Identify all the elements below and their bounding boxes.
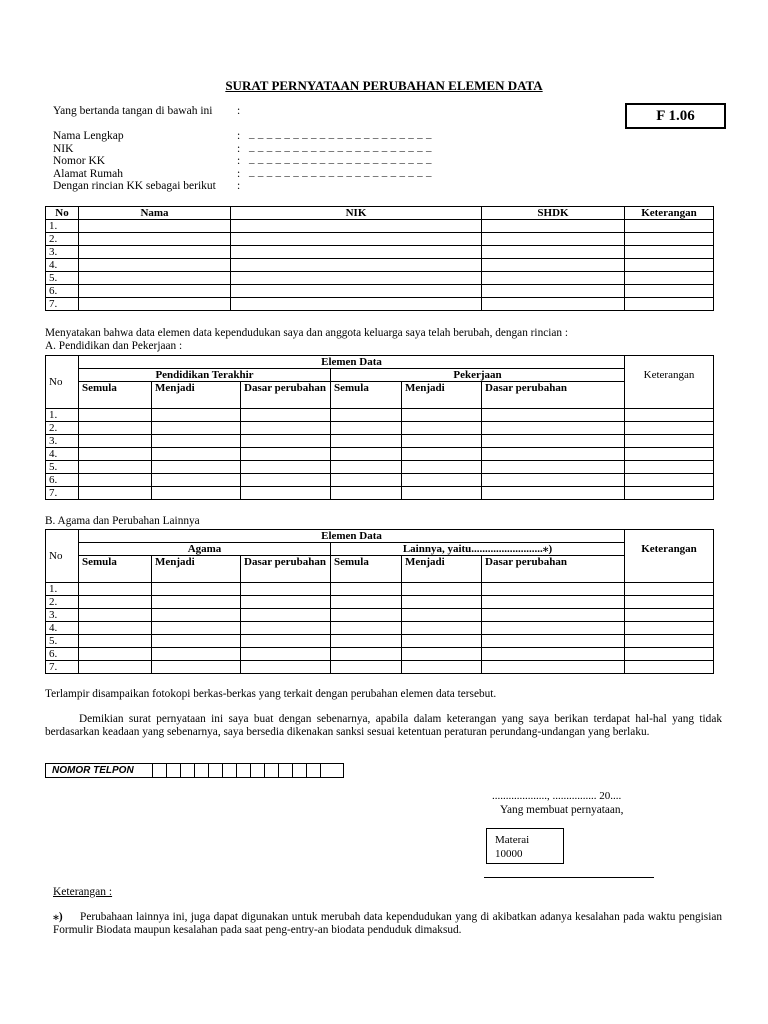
- row-number: 7.: [46, 661, 79, 674]
- cell[interactable]: [625, 259, 714, 272]
- cell[interactable]: [152, 609, 241, 622]
- agama-header: Agama: [79, 543, 331, 556]
- cell[interactable]: [402, 661, 482, 674]
- col-no: No: [46, 530, 79, 583]
- table-row: [46, 448, 714, 461]
- materai-label: Materai: [495, 834, 530, 846]
- cell[interactable]: [79, 474, 152, 487]
- row-number: 6.: [46, 285, 79, 298]
- table-row: [46, 272, 714, 285]
- cell[interactable]: [402, 422, 482, 435]
- col-dasar: Dasar perubahan: [241, 382, 331, 409]
- cell[interactable]: [152, 622, 241, 635]
- row-number: 1.: [46, 409, 79, 422]
- phone-digit-box[interactable]: [307, 764, 321, 778]
- cell[interactable]: [241, 661, 331, 674]
- col-keterangan: Keterangan: [625, 207, 714, 220]
- table-row: [46, 246, 714, 259]
- phone-digit-box[interactable]: [181, 764, 195, 778]
- cell[interactable]: [79, 596, 152, 609]
- cell[interactable]: [482, 648, 625, 661]
- cell[interactable]: [482, 409, 625, 422]
- phone-digit-box[interactable]: [265, 764, 279, 778]
- pendidikan-header: Pendidikan Terakhir: [79, 369, 331, 382]
- table-row: [46, 622, 714, 635]
- cell[interactable]: [482, 435, 625, 448]
- phone-digit-box[interactable]: [237, 764, 251, 778]
- phone-digit-box[interactable]: [195, 764, 209, 778]
- cell[interactable]: [241, 583, 331, 596]
- table-row: [46, 298, 714, 311]
- cell[interactable]: [79, 422, 152, 435]
- pekerjaan-header: Pekerjaan: [331, 369, 625, 382]
- cell[interactable]: [331, 622, 402, 635]
- cell[interactable]: [625, 246, 714, 259]
- cell[interactable]: [625, 435, 714, 448]
- col-semula: Semula: [79, 382, 152, 409]
- table-row: [46, 233, 714, 246]
- cell[interactable]: [402, 583, 482, 596]
- phone-digit-box[interactable]: [279, 764, 293, 778]
- cell[interactable]: [625, 474, 714, 487]
- cell[interactable]: [79, 285, 231, 298]
- cell[interactable]: [402, 487, 482, 500]
- table-row: [46, 583, 714, 596]
- cell[interactable]: [482, 298, 625, 311]
- cell[interactable]: [331, 635, 402, 648]
- cell[interactable]: [625, 448, 714, 461]
- row-number: 5.: [46, 272, 79, 285]
- cell[interactable]: [482, 487, 625, 500]
- note-title: Keterangan :: [53, 886, 113, 898]
- field-nik[interactable]: _ _ _ _ _ _ _ _ _ _ _ _ _ _ _ _ _ _ _ _ _: [249, 141, 432, 153]
- cell[interactable]: [79, 298, 231, 311]
- row-number: 4.: [46, 622, 79, 635]
- cell[interactable]: [402, 609, 482, 622]
- cell[interactable]: [331, 648, 402, 661]
- cell[interactable]: [482, 622, 625, 635]
- cell[interactable]: [79, 246, 231, 259]
- cell[interactable]: [241, 448, 331, 461]
- cell[interactable]: [152, 422, 241, 435]
- cell[interactable]: [331, 409, 402, 422]
- cell[interactable]: [482, 609, 625, 622]
- cell[interactable]: [331, 448, 402, 461]
- col-menjadi: Menjadi: [402, 382, 482, 409]
- row-number: 6.: [46, 648, 79, 661]
- cell[interactable]: [79, 233, 231, 246]
- col-dasar: Dasar perubahan: [482, 382, 625, 409]
- cell[interactable]: [231, 259, 482, 272]
- cell[interactable]: [625, 285, 714, 298]
- cell[interactable]: [625, 622, 714, 635]
- materai-value: 10000: [495, 848, 523, 860]
- cell[interactable]: [152, 583, 241, 596]
- cell[interactable]: [625, 596, 714, 609]
- lainnya-header: Lainnya, yaitu..........................⁎): [331, 543, 625, 556]
- cell[interactable]: [152, 448, 241, 461]
- cell[interactable]: [625, 272, 714, 285]
- family-table-header: [46, 207, 714, 220]
- place-date: ...................., ................ 20....: [492, 790, 622, 802]
- label-nik: NIK: [53, 143, 74, 155]
- cell[interactable]: [152, 435, 241, 448]
- section-a-title: A. Pendidikan dan Pekerjaan :: [45, 340, 183, 352]
- form-code-box: F 1.06: [625, 103, 726, 129]
- cell[interactable]: [241, 435, 331, 448]
- cell[interactable]: [241, 487, 331, 500]
- table-row: [46, 259, 714, 272]
- cell[interactable]: [241, 461, 331, 474]
- cell[interactable]: [625, 648, 714, 661]
- cell[interactable]: [331, 583, 402, 596]
- cell[interactable]: [331, 596, 402, 609]
- table-row: [46, 487, 714, 500]
- col-keterangan: Keterangan: [625, 530, 714, 583]
- cell[interactable]: [79, 583, 152, 596]
- row-number: 2.: [46, 596, 79, 609]
- materai-box: [486, 828, 564, 864]
- cell[interactable]: [79, 635, 152, 648]
- intro-colon: :: [237, 105, 241, 117]
- cell[interactable]: [331, 487, 402, 500]
- label-kk: Nomor KK: [53, 155, 106, 167]
- col-shdk: SHDK: [482, 207, 625, 220]
- field-nama[interactable]: _ _ _ _ _ _ _ _ _ _ _ _ _ _ _ _ _ _ _ _ _: [249, 128, 432, 140]
- row-number: 1.: [46, 583, 79, 596]
- row-number: 5.: [46, 461, 79, 474]
- row-number: 1.: [46, 220, 79, 233]
- cell[interactable]: [152, 409, 241, 422]
- table-row: [46, 461, 714, 474]
- cell[interactable]: [241, 622, 331, 635]
- cell[interactable]: [152, 474, 241, 487]
- phone-digit-box[interactable]: [153, 764, 167, 778]
- cell[interactable]: [79, 220, 231, 233]
- cell[interactable]: [241, 648, 331, 661]
- table-row: [46, 435, 714, 448]
- cell[interactable]: [231, 272, 482, 285]
- row-number: 2.: [46, 422, 79, 435]
- cell[interactable]: [79, 648, 152, 661]
- section-b-title: B. Agama dan Perubahan Lainnya: [45, 515, 200, 527]
- label-alamat: Alamat Rumah: [53, 168, 123, 180]
- col-menjadi: Menjadi: [152, 556, 241, 583]
- row-number: 6.: [46, 474, 79, 487]
- cell[interactable]: [241, 596, 331, 609]
- cell[interactable]: [241, 474, 331, 487]
- table-row: [46, 220, 714, 233]
- cell[interactable]: [241, 635, 331, 648]
- cell[interactable]: [402, 648, 482, 661]
- cell[interactable]: [79, 448, 152, 461]
- row-number: 3.: [46, 435, 79, 448]
- cell[interactable]: [331, 609, 402, 622]
- cell[interactable]: [482, 474, 625, 487]
- cell[interactable]: [231, 233, 482, 246]
- table-row: [46, 422, 714, 435]
- row-number: 2.: [46, 233, 79, 246]
- table-row: [46, 635, 714, 648]
- cell[interactable]: [331, 461, 402, 474]
- cell[interactable]: [625, 220, 714, 233]
- cell[interactable]: [241, 609, 331, 622]
- col-nik: NIK: [231, 207, 482, 220]
- page-title: SURAT PERNYATAAN PERUBAHAN ELEMEN DATA: [225, 78, 543, 93]
- cell[interactable]: [402, 435, 482, 448]
- col-menjadi: Menjadi: [402, 556, 482, 583]
- intro-text: Yang bertanda tangan di bawah ini: [53, 105, 213, 117]
- label-nama: Nama Lengkap: [53, 130, 124, 142]
- cell[interactable]: [402, 474, 482, 487]
- col-dasar: Dasar perubahan: [241, 556, 331, 583]
- cell[interactable]: [402, 409, 482, 422]
- field-alamat[interactable]: _ _ _ _ _ _ _ _ _ _ _ _ _ _ _ _ _ _ _ _ _: [249, 166, 432, 178]
- phone-number-boxes: [45, 763, 344, 778]
- row-number: 4.: [46, 448, 79, 461]
- cell[interactable]: [402, 635, 482, 648]
- cell[interactable]: [79, 435, 152, 448]
- phone-label: NOMOR TELPON: [46, 764, 153, 778]
- phone-digit-box[interactable]: [167, 764, 181, 778]
- col-menjadi: Menjadi: [152, 382, 241, 409]
- table-row: [46, 648, 714, 661]
- colon-kk: :: [237, 155, 241, 167]
- note-body: Perubahaan lainnya ini, juga dapat digunakan untuk merubah data kependudukan yang di akibatkan adanya kesalahan pada waktu pengisian Formulir Biodata maupun kesalahan pada saat peng-entry-an biodata penduduk dimaksud.: [53, 911, 722, 936]
- table-row: [46, 285, 714, 298]
- cell[interactable]: [625, 233, 714, 246]
- cell[interactable]: [625, 609, 714, 622]
- attachment-text: Terlampir disampaikan fotokopi berkas-berkas yang terkait dengan perubahan elemen data tersebut.: [45, 688, 497, 700]
- cell[interactable]: [482, 596, 625, 609]
- cell[interactable]: [79, 259, 231, 272]
- cell[interactable]: [241, 409, 331, 422]
- phone-digit-box[interactable]: [293, 764, 307, 778]
- cell[interactable]: [482, 583, 625, 596]
- cell[interactable]: [482, 259, 625, 272]
- table-row: [46, 661, 714, 674]
- cell[interactable]: [331, 435, 402, 448]
- cell[interactable]: [482, 233, 625, 246]
- table-row: [46, 609, 714, 622]
- phone-digit-box[interactable]: [251, 764, 265, 778]
- cell[interactable]: [152, 661, 241, 674]
- statement-text: Menyatakan bahwa data elemen data kependudukan saya dan anggota keluarga saya telah berubah, dengan rincian :: [45, 327, 568, 339]
- colon-rincian: :: [237, 180, 241, 192]
- cell[interactable]: [231, 246, 482, 259]
- cell[interactable]: [402, 448, 482, 461]
- cell[interactable]: [625, 422, 714, 435]
- cell[interactable]: [152, 461, 241, 474]
- col-keterangan: Keterangan: [625, 356, 714, 409]
- signer-label: Yang membuat pernyataan,: [500, 804, 624, 816]
- note-mark: ⁎): [53, 911, 63, 923]
- col-no: No: [46, 356, 79, 409]
- colon-nama: :: [237, 130, 241, 142]
- table-row: [46, 409, 714, 422]
- section-b-table: [45, 529, 714, 674]
- cell[interactable]: [625, 583, 714, 596]
- colon-nik: :: [237, 143, 241, 155]
- cell[interactable]: [625, 487, 714, 500]
- row-number: 4.: [46, 259, 79, 272]
- cell[interactable]: [79, 409, 152, 422]
- col-semula: Semula: [79, 556, 152, 583]
- cell[interactable]: [79, 487, 152, 500]
- col-dasar: Dasar perubahan: [482, 556, 625, 583]
- cell[interactable]: [482, 448, 625, 461]
- cell[interactable]: [625, 298, 714, 311]
- cell[interactable]: [331, 474, 402, 487]
- label-rincian: Dengan rincian KK sebagai berikut: [53, 180, 216, 192]
- section-a-table: [45, 355, 714, 500]
- cell[interactable]: [482, 220, 625, 233]
- field-kk[interactable]: _ _ _ _ _ _ _ _ _ _ _ _ _ _ _ _ _ _ _ _ _: [249, 153, 432, 165]
- cell[interactable]: [152, 596, 241, 609]
- note-text: [53, 911, 722, 937]
- col-semula: Semula: [331, 382, 402, 409]
- row-number: 3.: [46, 609, 79, 622]
- cell[interactable]: [482, 285, 625, 298]
- elemen-data-header: Elemen Data: [79, 530, 625, 543]
- row-number: 5.: [46, 635, 79, 648]
- cell[interactable]: [152, 487, 241, 500]
- signature-line: [484, 877, 654, 878]
- cell[interactable]: [79, 622, 152, 635]
- cell[interactable]: [79, 609, 152, 622]
- col-nama: Nama: [79, 207, 231, 220]
- row-number: 7.: [46, 487, 79, 500]
- cell[interactable]: [402, 622, 482, 635]
- declaration-text: Demikian surat pernyataan ini saya buat dengan sebenarnya, apabila dalam keterangan yang saya berikan terdapat hal-hal yang tidak berdasarkan keadaan yang sebenarnya, saya bersedia dikenakan sanksi sesuai ketentuan peraturan perundang-undangan yang berlaku.: [45, 713, 722, 738]
- cell[interactable]: [482, 661, 625, 674]
- colon-alamat: :: [237, 168, 241, 180]
- cell[interactable]: [482, 635, 625, 648]
- col-no: No: [46, 207, 79, 220]
- cell[interactable]: [152, 635, 241, 648]
- cell[interactable]: [625, 461, 714, 474]
- cell[interactable]: [231, 298, 482, 311]
- cell[interactable]: [482, 422, 625, 435]
- cell[interactable]: [79, 661, 152, 674]
- col-semula: Semula: [331, 556, 402, 583]
- cell[interactable]: [241, 422, 331, 435]
- cell[interactable]: [79, 461, 152, 474]
- cell[interactable]: [482, 461, 625, 474]
- cell[interactable]: [625, 635, 714, 648]
- cell[interactable]: [482, 272, 625, 285]
- cell[interactable]: [331, 422, 402, 435]
- family-table: [45, 206, 714, 311]
- cell[interactable]: [331, 661, 402, 674]
- cell[interactable]: [79, 272, 231, 285]
- table-row: [46, 596, 714, 609]
- row-number: 7.: [46, 298, 79, 311]
- row-number: 3.: [46, 246, 79, 259]
- phone-digit-box[interactable]: [223, 764, 237, 778]
- elemen-data-header: Elemen Data: [79, 356, 625, 369]
- cell[interactable]: [231, 220, 482, 233]
- phone-digit-box[interactable]: [209, 764, 223, 778]
- cell[interactable]: [231, 285, 482, 298]
- cell[interactable]: [402, 461, 482, 474]
- cell[interactable]: [625, 661, 714, 674]
- cell[interactable]: [402, 596, 482, 609]
- cell[interactable]: [152, 648, 241, 661]
- cell[interactable]: [482, 246, 625, 259]
- cell[interactable]: [625, 409, 714, 422]
- phone-digit-box[interactable]: [321, 764, 344, 778]
- table-row: [46, 474, 714, 487]
